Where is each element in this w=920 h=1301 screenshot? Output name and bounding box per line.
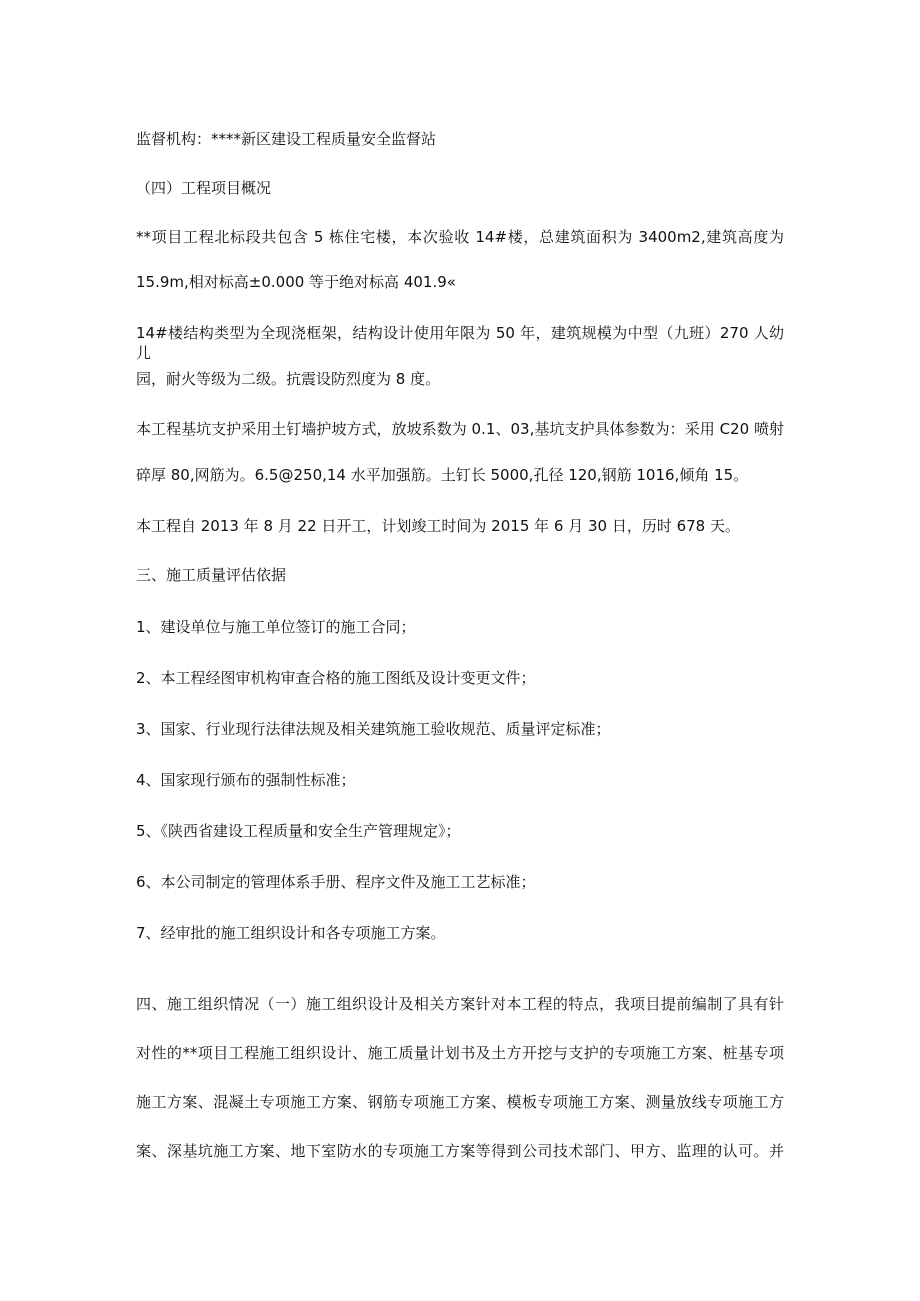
overview-paragraph-1-line-2: 15.9m,相对标高±0.000 等于绝对标高 401.9« [136,273,456,291]
basis-item-2: 2、本工程经图审机构审查合格的施工图纸及设计变更文件； [136,669,536,687]
overview-paragraph-3-line-2: 碎厚 80,网筋为。6.5@250,14 水平加强筋。土钉长 5000,孔径 120,钢筋 1016,倾角 15。 [136,466,749,484]
basis-item-1: 1、建设单位与施工单位签订的施工合同； [136,618,416,636]
section4-line-3: 施工方案、混凝土专项施工方案、钢筋专项施工方案、模板专项施工方案、测量放线专项施工方 [136,1093,784,1111]
supervision-line: 监督机构：****新区建设工程质量安全监督站 [136,130,437,148]
section4-line-2: 对性的**项目工程施工组织设计、施工质量计划书及土方开挖与支护的专项施工方案、桩基专项 [136,1044,784,1062]
basis-item-3: 3、国家、行业现行法律法规及相关建筑施工验收规范、质量评定标准； [136,720,611,738]
section-heading-quality-basis: 三、施工质量评估依据 [136,566,287,584]
section4-line-4: 案、深基坑施工方案、地下室防水的专项施工方案等得到公司技术部门、甲方、监理的认可。并 [136,1142,784,1160]
overview-paragraph-2-line-1: 14#楼结构类型为全现浇框架，结构设计使用年限为 50 年，建筑规模为中型（九班）270 人幼儿 [136,324,784,362]
basis-item-4: 4、国家现行颁布的强制性标准； [136,771,356,789]
section4-line-1: 四、施工组织情况（一）施工组织设计及相关方案针对本工程的特点，我项目提前编制了具有针 [136,995,784,1013]
overview-paragraph-1-line-1: **项目工程北标段共包含 5 栋住宅楼，本次验收 14#楼，总建筑面积为 3400m2,建筑高度为 [136,228,784,246]
section-heading-project-overview: （四）工程项目概况 [136,179,272,197]
overview-paragraph-2-line-2: 园，耐火等级为二级。抗震设防烈度为 8 度。 [136,370,441,388]
overview-paragraph-3-line-1: 本工程基坑支护采用土钉墙护坡方式，放坡系数为 0.1、03,基坑支护具体参数为：采用 C20 喷射 [136,420,784,438]
basis-item-5: 5、《陕西省建设工程质量和安全生产管理规定》； [136,822,461,840]
overview-paragraph-4: 本工程自 2013 年 8 月 22 日开工，计划竣工时间为 2015 年 6 月 30 日，历时 678 天。 [136,517,740,535]
basis-item-6: 6、本公司制定的管理体系手册、程序文件及施工工艺标准； [136,873,536,891]
basis-item-7: 7、经审批的施工组织设计和各专项施工方案。 [136,924,446,942]
